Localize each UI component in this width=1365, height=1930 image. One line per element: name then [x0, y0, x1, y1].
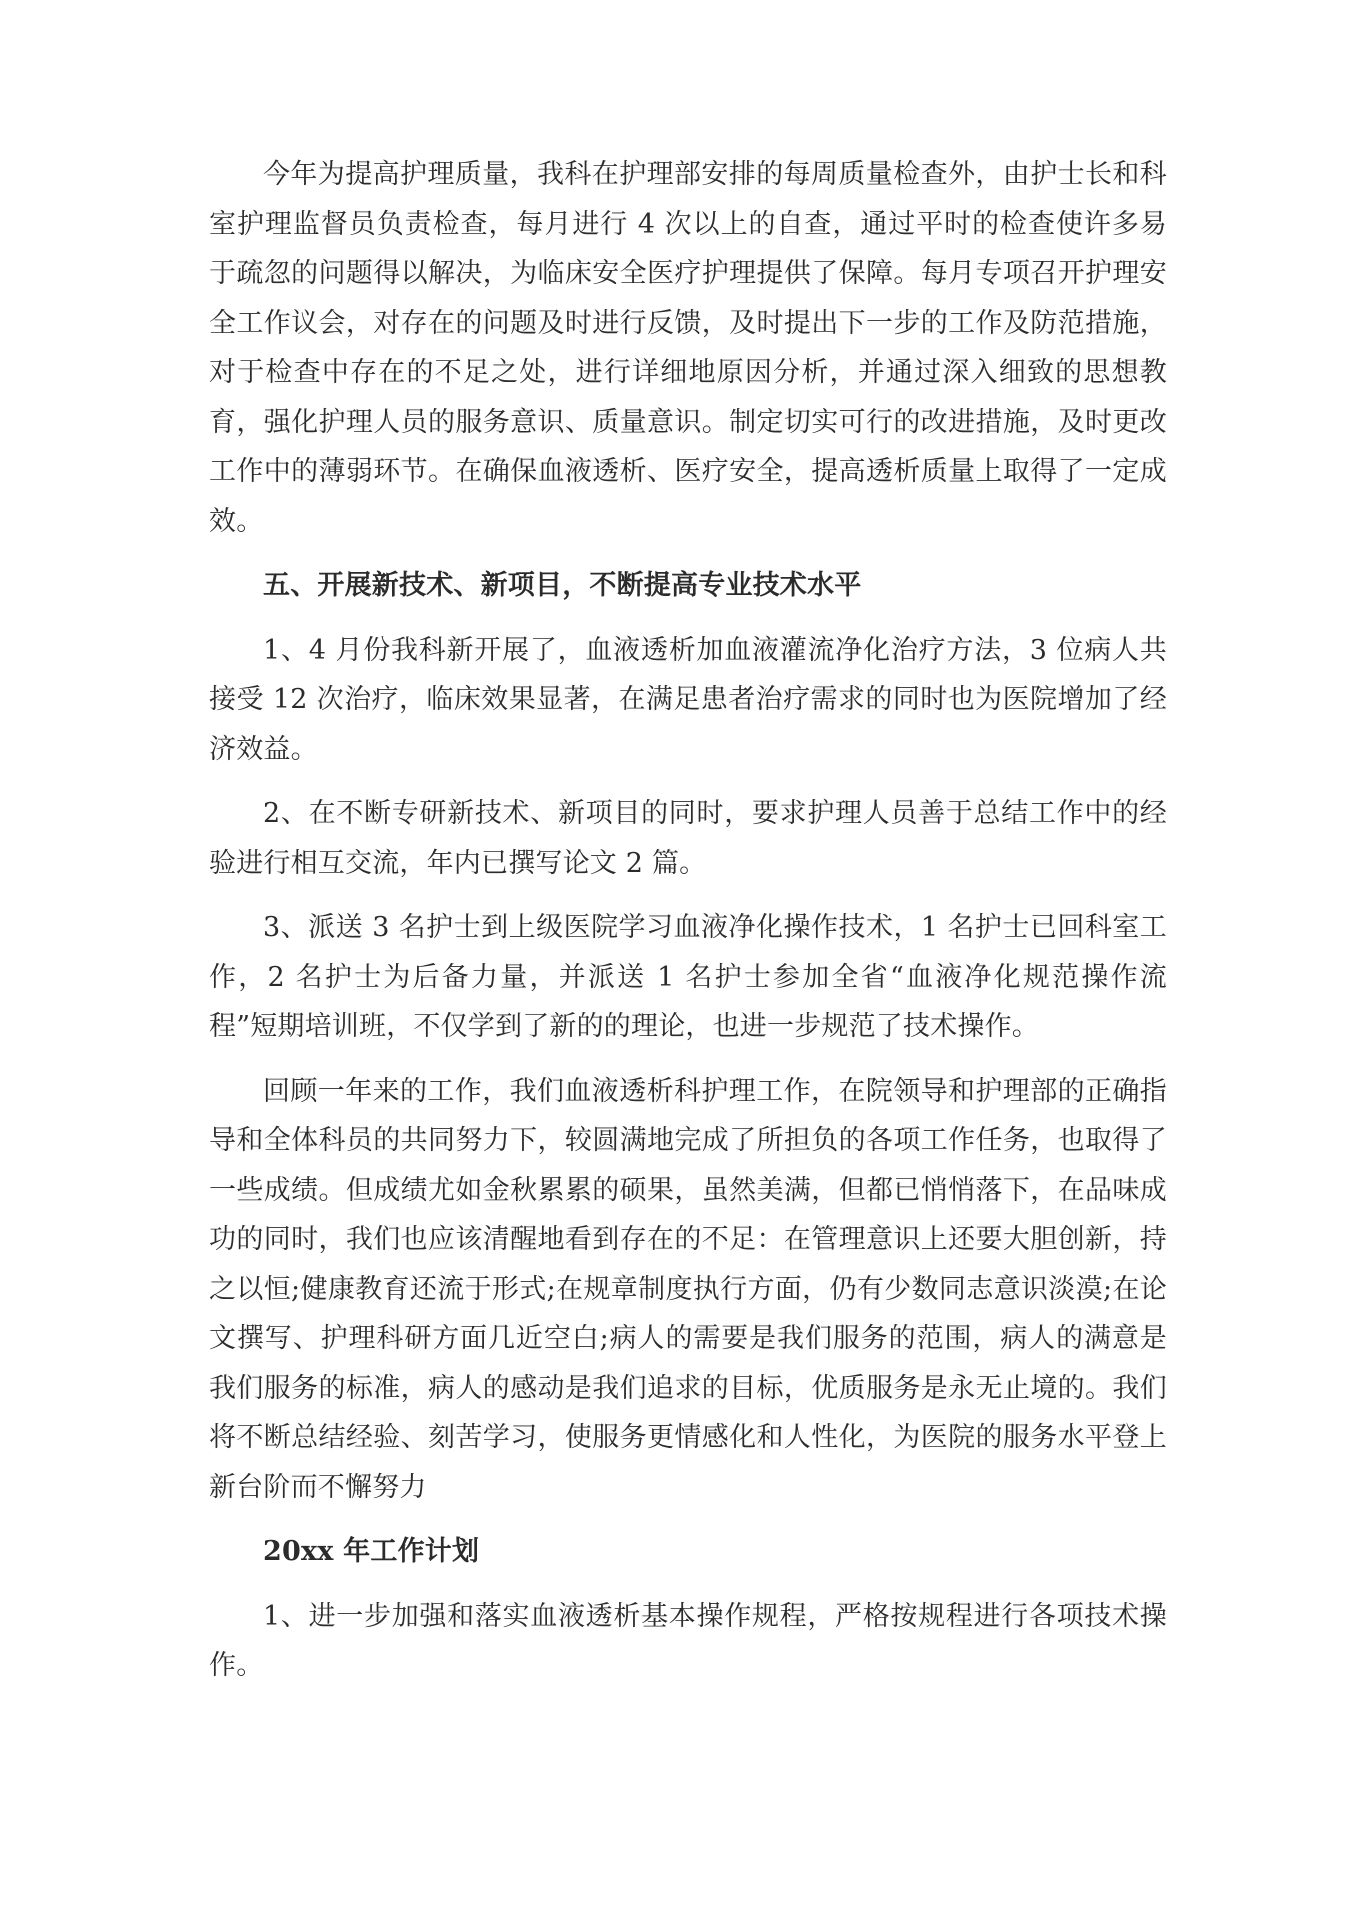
list-item-training: 3、派送 3 名护士到上级医院学习血液净化操作技术，1 名护士已回科室工作，2 名护士为后备力量，并派送 1 名护士参加全省“血液净化规范操作流程”短期培训班，不仅学到了新的的理论，也进一步规范了技术操作。	[209, 912, 1167, 1042]
paragraph-year-review: 回顾一年来的工作，我们血液透析科护理工作，在院领导和护理部的正确指导和全体科员的共同努力下，较圆满地完成了所担负的各项工作任务，也取得了一些成绩。但成绩尤如金秋累累的硕果，虽然美满，但都已悄悄落下，在品味成功的同时，我们也应该清醒地看到存在的不足：在管理意识上还要大胆创新，持之以恒;健康教育还流于形式;在规章制度执行方面，仍有少数同志意识淡漠;在论文撰写、护理科研方面几近空白;病人的需要是我们服务的范围，病人的满意是我们服务的标准，病人的感动是我们追求的目标，优质服务是永无止境的。我们将不断总结经验、刻苦学习，使服务更情感化和人性化，为医院的服务水平登上新台阶而不懈努力	[209, 1075, 1167, 1503]
section-heading-new-technology: 五、开展新技术、新项目，不断提高专业技术水平	[263, 570, 862, 601]
plan-item-1: 1、进一步加强和落实血液透析基本操作规程，严格按规程进行各项技术操作。	[209, 1600, 1167, 1681]
document-body	[209, 150, 1167, 1706]
list-item-new-treatment: 1、4 月份我科新开展了，血液透析加血液灌流净化治疗方法，3 位病人共接受 12 次治疗，临床效果显著，在满足患者治疗需求的同时也为医院增加了经济效益。	[209, 634, 1167, 765]
list-item-papers: 2、在不断专研新技术、新项目的同时，要求护理人员善于总结工作中的经验进行相互交流，年内已撰写论文 2 篇。	[209, 798, 1167, 879]
work-plan-title: 20xx 年工作计划	[263, 1536, 480, 1567]
paragraph-quality-inspection: 今年为提高护理质量，我科在护理部安排的每周质量检查外，由护士长和科室护理监督员负责检查，每月进行 4 次以上的自查，通过平时的检查使许多易于疏忽的问题得以解决，为临床安全医疗护理提供了保障。每月专项召开护理安全工作议会，对存在的问题及时进行反馈，及时提出下一步的工作及防范措施，对于检查中存在的不足之处，进行详细地原因分析，并通过深入细致的思想教育，强化护理人员的服务意识、质量意识。制定切实可行的改进措施，及时更改工作中的薄弱环节。在确保血液透析、医疗安全，提高透析质量上取得了一定成效。	[209, 159, 1167, 537]
